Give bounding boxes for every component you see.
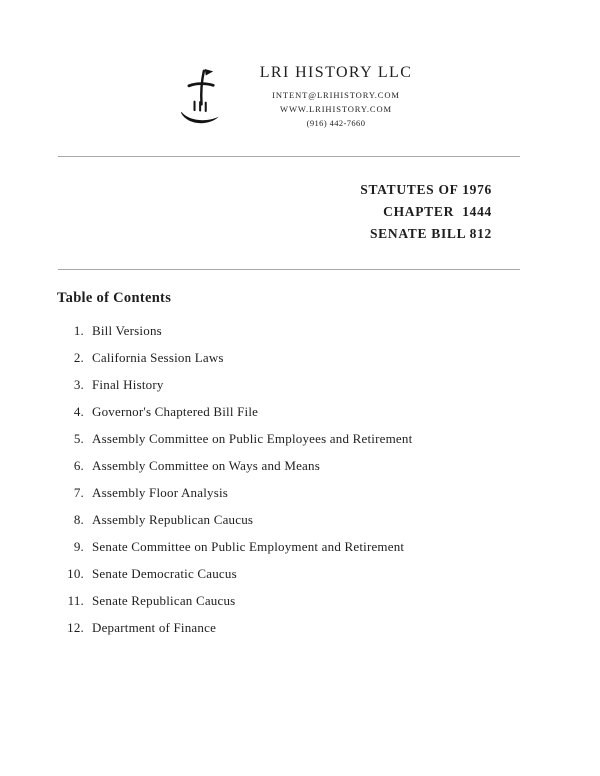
toc-item — [58, 323, 600, 350]
toc-item-label: Senate Committee on Public Employment and Retirement — [92, 539, 405, 554]
toc-item-number: 7. — [73, 485, 84, 500]
toc-item — [58, 431, 600, 458]
chapter-line: CHAPTER 1444 — [383, 204, 492, 219]
toc-item — [58, 404, 600, 431]
statute-reference — [0, 157, 600, 269]
toc-item-label: Senate Democratic Caucus — [92, 566, 237, 581]
toc-item — [58, 485, 600, 512]
toc-item-label: Final History — [92, 377, 164, 392]
toc-item-label: Department of Finance — [92, 620, 217, 635]
toc-item — [58, 620, 600, 647]
toc-item — [58, 539, 600, 566]
toc-item-label: California Session Laws — [92, 350, 224, 365]
toc-item-label: Assembly Committee on Public Employees and Retirement — [92, 431, 413, 446]
company-logo-icon — [174, 62, 230, 132]
toc-item-number: 10. — [67, 566, 84, 581]
toc-item-number: 5. — [73, 431, 84, 446]
toc-item — [58, 458, 600, 485]
toc-item-number: 6. — [73, 458, 84, 473]
toc-item — [58, 566, 600, 593]
toc-item-number: 2. — [73, 350, 84, 365]
company-name: LRI HISTORY LLC — [259, 63, 413, 81]
toc-item-label: Senate Republican Caucus — [92, 593, 236, 608]
divider-bottom — [58, 269, 520, 270]
company-phone: (916) 442-7660 — [306, 118, 366, 128]
toc-list — [58, 323, 600, 647]
company-email: INTENT@LRIHISTORY.COM — [272, 89, 400, 100]
company-website: WWW.LRIHISTORY.COM — [280, 103, 392, 114]
toc-item-label: Assembly Republican Caucus — [92, 512, 254, 527]
toc-item-number: 1. — [73, 323, 84, 338]
toc-title: Table of Contents — [57, 290, 172, 306]
toc-item-number: 9. — [73, 539, 84, 554]
toc-item-label: Bill Versions — [92, 323, 162, 338]
toc-item-number: 3. — [73, 377, 84, 392]
statutes-line: STATUTES OF 1976 — [360, 182, 492, 197]
letterhead — [0, 0, 586, 132]
toc-item — [58, 593, 600, 620]
toc-item-number: 4. — [73, 404, 84, 419]
toc-item-number: 8. — [73, 512, 84, 527]
letterhead-text — [260, 64, 413, 130]
toc-item — [58, 512, 600, 539]
toc-item-label: Assembly Floor Analysis — [92, 485, 229, 500]
toc-item-number: 11. — [67, 593, 84, 608]
toc-item-label: Governor's Chaptered Bill File — [92, 404, 259, 419]
senate-bill-line: SENATE BILL 812 — [369, 226, 492, 241]
toc-item-label: Assembly Committee on Ways and Means — [92, 458, 320, 473]
toc-item — [58, 350, 600, 377]
toc-item — [58, 377, 600, 404]
toc-item-number: 12. — [67, 620, 84, 635]
